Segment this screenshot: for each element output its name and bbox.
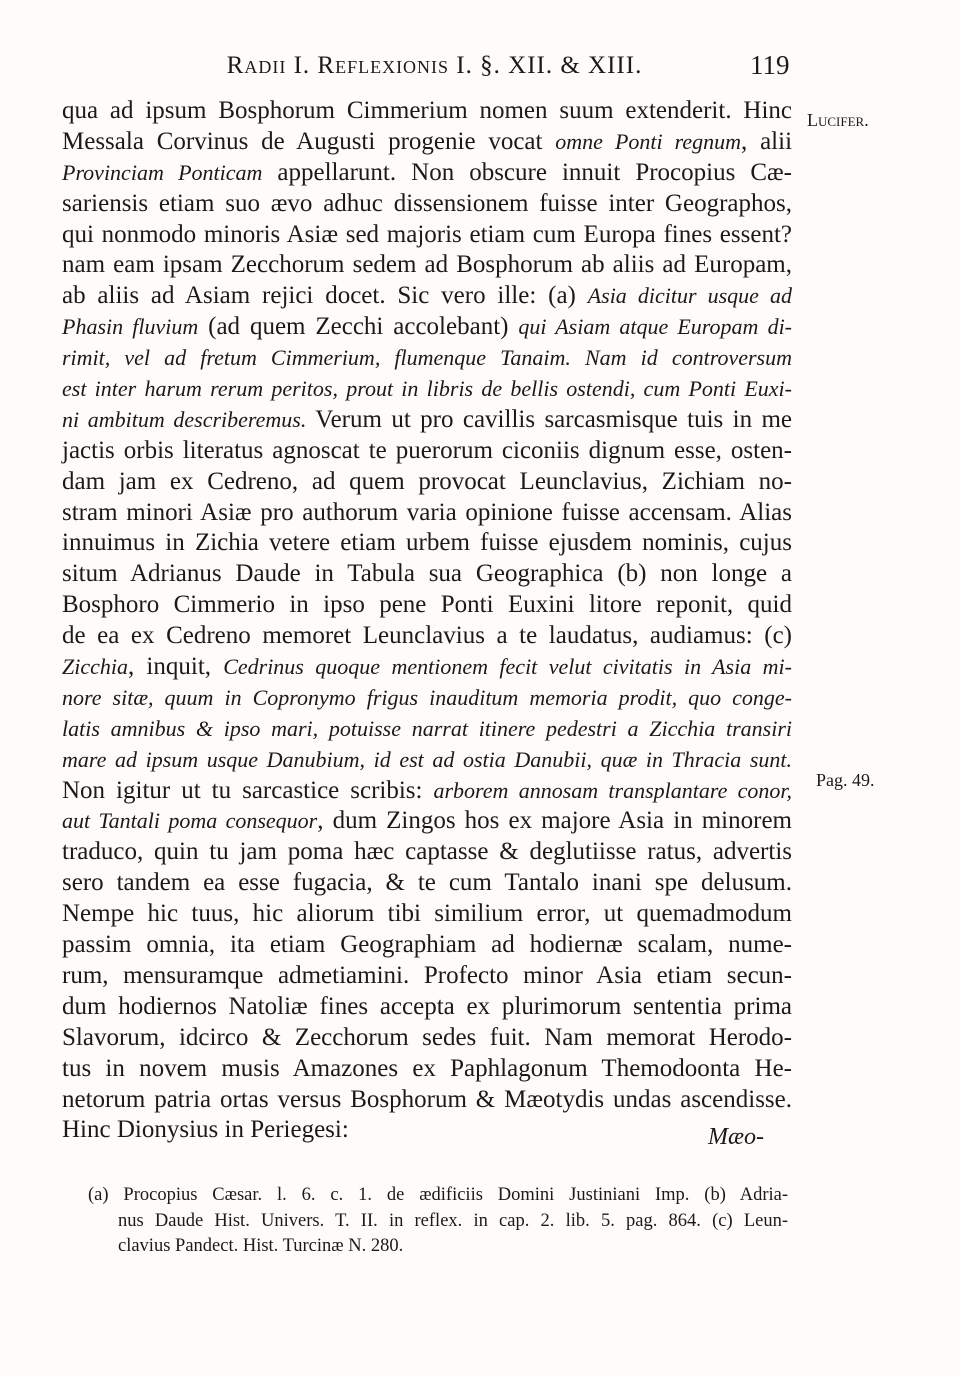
text-segment: innuimus in Zichia vetere etiam urbem fuisse ejusdem nominis, cujus xyxy=(62,529,792,557)
text-segment: qua ad ipsum Bosphorum Cimmerium nomen suum extenderit. Hinc xyxy=(62,97,792,124)
text-segment: tus in novem musis Amazones ex Paphlagonum Themodoonta He- xyxy=(62,1054,792,1082)
text-segment: ab aliis ad Asiam rejici docet. Sic vero ille: (a) xyxy=(62,282,588,310)
text-line xyxy=(62,158,792,189)
text-segment: Bosphoro Cimmerio in ipso pene Ponti Euxini litore reponit, quid xyxy=(62,591,792,619)
text-line xyxy=(62,127,792,158)
italic-segment: Provinciam Ponticam xyxy=(62,159,263,185)
italic-segment: latis amnibus & ipso mari, potuisse narrat itinere pedestri a Zicchia transiri xyxy=(62,715,792,741)
text-segment: (ad quem Zecchi accolebant) xyxy=(198,313,519,341)
text-line xyxy=(62,467,792,498)
text-line xyxy=(62,220,792,251)
text-segment: dum hodiernos Natoliæ fines accepta ex plurimorum sententia prima xyxy=(62,992,792,1020)
text-line xyxy=(62,992,792,1023)
text-line xyxy=(62,776,792,807)
text-segment: Non igitur ut tu sarcastice scribis: xyxy=(62,776,434,804)
text-line xyxy=(62,96,792,127)
italic-segment: rimit, vel ad fretum Cimmerium, flumenque Tanaim. Nam id controversum xyxy=(62,345,792,371)
text-segment: Messala Corvinus de Augusti progenie vocat xyxy=(62,127,556,155)
text-line xyxy=(62,1085,792,1116)
catchword: Mæo- xyxy=(708,1124,764,1150)
text-line xyxy=(62,930,792,961)
text-line xyxy=(62,528,792,559)
text-segment: Slavorum, idcirco & Zecchorum sedes fuit. Nam memorat Herodo- xyxy=(62,1023,792,1051)
footnote-line: nus Daude Hist. Univers. T. II. in reflex. in cap. 2. lib. 5. pag. 864. (c) Leun- xyxy=(118,1210,788,1231)
text-line xyxy=(62,312,792,343)
italic-segment: aut Tantali poma consequor xyxy=(62,808,318,834)
text-segment: sero tandem ea esse fugacia, & te cum Tantalo inani spe delusum. xyxy=(62,869,792,897)
italic-segment: Phasin fluvium xyxy=(62,314,199,340)
text-segment: de ea ex Cedreno memoret Leunclavius a te laudatus, audiamus: (c) xyxy=(62,622,792,650)
text-segment: nam eam ipsam Zecchorum sedem ad Bosphorum ab aliis ad Europam, xyxy=(62,251,792,279)
text-line xyxy=(62,374,792,405)
text-segment: , alii xyxy=(741,127,793,155)
text-segment: traduco, quin tu jam poma hæc captasse & deglutiisse ratus, advertis xyxy=(62,838,792,866)
body-text xyxy=(62,96,792,1146)
text-line xyxy=(62,683,792,714)
italic-segment: Cedrinus quoque mentionem fecit velut civitatis in Asia mi- xyxy=(223,654,792,680)
text-segment: situm Adrianus Daude in Tabula sua Geographica (b) non longe a xyxy=(62,560,792,588)
text-line xyxy=(62,621,792,652)
text-segment: rum, mensuramque admetiamini. Profecto minor Asia etiam secun- xyxy=(62,961,792,989)
text-line xyxy=(62,868,792,899)
text-line xyxy=(62,590,792,621)
text-segment: qui nonmodo minoris Asiæ sed majoris etiam cum Europa fines essent? xyxy=(62,220,792,248)
italic-segment: ni ambitum describeremus. xyxy=(62,406,307,432)
text-segment: , dum Zingos hos ex majore Asia in minorem xyxy=(317,807,792,835)
text-segment: sariensis etiam suo ævo adhuc dissensionem fuisse inter Geographos, xyxy=(62,189,792,217)
italic-segment: arborem annosam transplantare conor, xyxy=(433,777,792,803)
text-line xyxy=(62,1023,792,1054)
running-head: Radii I. Reflexionis I. §. XII. & XIII. xyxy=(226,52,643,79)
text-segment: passim omnia, ita etiam Geographiam ad hodiernæ scalam, nume- xyxy=(62,931,792,959)
text-segment: netorum patria ortas versus Bosphorum & Mæotydis undas ascendisse. xyxy=(62,1085,792,1113)
page-number: 119 xyxy=(750,50,790,80)
text-segment: appellarunt. Non obscure innuit Procopius Cæ- xyxy=(262,158,793,186)
text-segment: dam jam ex Cedreno, ad quem provocat Leunclavius, Zichiam no- xyxy=(62,467,792,495)
footnotes xyxy=(88,1183,788,1260)
footnote-line: clavius Pandect. Hist. Turcinæ N. 280. xyxy=(118,1236,404,1256)
text-line xyxy=(62,1054,792,1085)
text-segment: , inquit, xyxy=(128,653,224,681)
text-segment: jactis orbis literatus agnoscat te puerorum ciconiis dignum esse, osten- xyxy=(62,436,792,464)
italic-segment: Asia dicitur usque ad xyxy=(587,283,792,309)
text-line xyxy=(62,281,792,312)
text-line xyxy=(62,745,792,776)
italic-segment: mare ad ipsum usque Danubium, id est ad ostia Danubii, quæ in Thracia sunt. xyxy=(62,746,792,772)
italic-segment: omne Ponti regnum xyxy=(555,128,742,154)
text-line xyxy=(62,559,792,590)
text-segment: Nempe hic tuus, hic aliorum tibi similium error, ut quemadmodum xyxy=(62,900,792,928)
text-line xyxy=(62,961,792,992)
text-line xyxy=(62,436,792,467)
text-line xyxy=(62,405,792,436)
footnote-line: (a) Procopius Cæsar. l. 6. c. 1. de ædificiis Domini Justiniani Imp. (b) Adria- xyxy=(88,1185,788,1205)
text-line xyxy=(62,498,792,529)
text-line xyxy=(62,250,792,281)
text-line xyxy=(62,1115,792,1146)
italic-segment: nore sitæ, quum in Copronymo frigus inauditum memoria prodit, quo conge- xyxy=(62,684,792,710)
text-segment: Verum ut pro cavillis sarcasmisque tuis in me xyxy=(306,405,792,433)
italic-segment: qui Asiam atque Europam di- xyxy=(518,314,793,340)
text-line xyxy=(62,652,792,683)
text-line xyxy=(62,343,792,374)
text-segment: Hinc Dionysius in Periegesi: xyxy=(62,1116,349,1144)
margin-note-lucifer: Lucifer. xyxy=(807,110,869,130)
italic-segment: Zicchia xyxy=(62,654,128,680)
margin-note-pag: Pag. 49. xyxy=(816,770,875,790)
text-line xyxy=(62,899,792,930)
text-segment: stram minori Asiæ pro authorum varia opinione fuisse accensam. Alias xyxy=(62,498,792,526)
text-line xyxy=(62,189,792,220)
text-line xyxy=(62,806,792,837)
text-line xyxy=(62,714,792,745)
text-line xyxy=(62,837,792,868)
italic-segment: est inter harum rerum peritos, prout in libris de bellis ostendi, cum Ponti Euxi- xyxy=(62,376,792,402)
